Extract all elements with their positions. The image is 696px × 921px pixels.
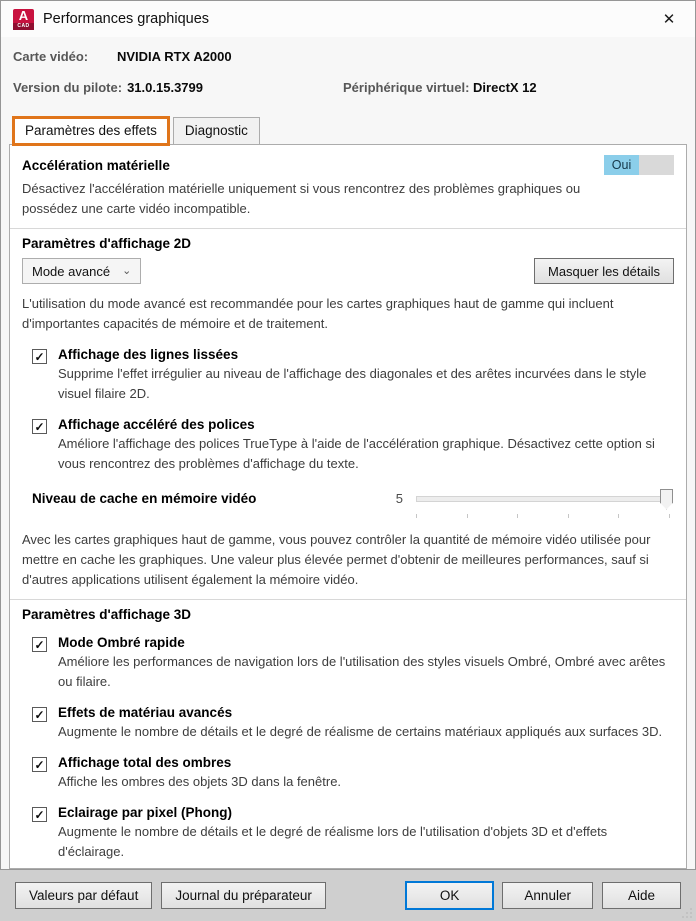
option-description: Améliore l'affichage des polices TrueType à l'aide de l'accélération graphique. Désactivez cette option si vous rencontrez des problèmes d'affichage du texte.	[58, 436, 655, 471]
checkbox[interactable]: ✓	[32, 419, 47, 434]
chevron-down-icon: ⌄	[122, 264, 132, 277]
option-description: Augmente le nombre de détails et le degré de réalisme de certains matériaux appliqués aux surfaces 3D.	[58, 724, 663, 739]
option-label: Mode Ombré rapide	[58, 635, 185, 650]
hide-details-button[interactable]: Masquer les détails	[534, 258, 674, 284]
defaults-button[interactable]: Valeurs par défaut	[15, 882, 152, 909]
title-bar	[1, 1, 695, 37]
driver-row	[13, 80, 683, 95]
mode-select[interactable]	[22, 258, 141, 284]
option-description: Augmente le nombre de détails et le degré de réalisme lors de l'utilisation d'objets 3D et d'effets d'éclairage.	[58, 824, 608, 859]
option-full-shadows	[32, 755, 674, 792]
cache-slider-label: Niveau de cache en mémoire vidéo	[32, 491, 257, 506]
cancel-button[interactable]: Annuler	[502, 882, 593, 909]
effects-settings-panel	[9, 144, 687, 869]
slider-ticks	[416, 514, 670, 518]
toggle-on-segment[interactable]: Oui	[604, 155, 639, 175]
display-2d-title: Paramètres d'affichage 2D	[22, 236, 192, 251]
driver-pair	[13, 80, 343, 95]
option-text	[58, 347, 674, 404]
tab-diagnostic[interactable]: Diagnostic	[173, 117, 260, 144]
resize-grip-icon[interactable]	[680, 906, 693, 919]
dialog-footer	[1, 869, 695, 921]
virtual-device-value: DirectX 12	[473, 80, 537, 95]
checkbox[interactable]: ✓	[32, 637, 47, 652]
tuner-log-button[interactable]: Journal du préparateur	[161, 882, 326, 909]
display-2d-description: L'utilisation du mode avancé est recommandée pour les cartes graphiques haut de gamme qui incluent d'importantes capacités de mémoire et de traitement.	[22, 296, 614, 331]
checkbox[interactable]: ✓	[32, 757, 47, 772]
option-text	[58, 755, 341, 792]
display-3d-title: Paramètres d'affichage 3D	[22, 607, 192, 622]
option-description: Améliore les performances de navigation lors de l'utilisation des styles visuels Ombré, Ombré avec arêtes ou filaire.	[58, 654, 666, 689]
toggle-off-segment[interactable]	[639, 155, 674, 175]
video-card-row	[13, 49, 683, 64]
cache-slider[interactable]	[416, 496, 670, 502]
hardware-acceleration-title: Accélération matérielle	[22, 157, 170, 173]
tab-effect-settings[interactable]: Paramètres des effets	[12, 116, 170, 146]
option-text	[58, 635, 674, 692]
virtual-device-label: Périphérique virtuel:	[343, 80, 470, 95]
video-card-label: Carte vidéo:	[13, 49, 89, 64]
option-per-pixel-lighting	[32, 805, 674, 862]
option-label: Effets de matériau avancés	[58, 705, 233, 720]
hardware-acceleration-row	[22, 155, 674, 175]
cache-slider-value: 5	[395, 491, 403, 506]
ok-button[interactable]: OK	[406, 882, 494, 909]
footer-right-buttons	[406, 882, 681, 909]
checkbox[interactable]: ✓	[32, 707, 47, 722]
option-label: Affichage des lignes lissées	[58, 347, 239, 362]
hardware-acceleration-description: Désactivez l'accélération matérielle uniquement si vous rencontrez des problèmes graphiques ou possédez une carte vidéo incompatible.	[22, 181, 581, 216]
slider-track[interactable]	[416, 496, 670, 502]
option-text	[58, 417, 674, 474]
option-description: Supprime l'effet irrégulier au niveau de l'affichage des diagonales et des arêtes incurvées dans le style visuel filaire 2D.	[58, 366, 647, 401]
option-label: Eclairage par pixel (Phong)	[58, 805, 233, 820]
autocad-icon-letter: A	[18, 7, 29, 23]
checkbox[interactable]: ✓	[32, 349, 47, 364]
checkbox[interactable]: ✓	[32, 807, 47, 822]
driver-version-value: 31.0.15.3799	[127, 80, 203, 95]
cache-slider-row	[32, 491, 674, 506]
option-label: Affichage total des ombres	[58, 755, 232, 770]
option-accelerated-fonts	[32, 417, 674, 474]
help-button[interactable]: Aide	[602, 882, 681, 909]
slider-thumb[interactable]	[660, 489, 673, 510]
tab-strip	[1, 113, 695, 144]
option-text	[58, 805, 674, 862]
option-label: Affichage accéléré des polices	[58, 417, 255, 432]
driver-version-label: Version du pilote:	[13, 80, 123, 95]
display-2d-controls	[22, 258, 674, 284]
cache-slider-description: Avec les cartes graphiques haut de gamme, vous pouvez contrôler la quantité de mémoire vidéo utilisée pour mettre en cache les graphiques. Une valeur plus élevée permet d'obtenir de meilleures performances, sauf si d'autres applications utilisent également la mémoire vidéo.	[22, 532, 651, 587]
autocad-app-icon	[13, 9, 34, 30]
section-divider	[10, 228, 686, 229]
gpu-info-header	[1, 37, 695, 113]
hardware-acceleration-toggle[interactable]	[604, 155, 674, 175]
video-card-value: NVIDIA RTX A2000	[117, 49, 232, 64]
option-text	[58, 705, 662, 742]
mode-select-value: Mode avancé	[32, 263, 111, 279]
option-smooth-lines	[32, 347, 674, 404]
autocad-icon-sub: CAD	[13, 23, 34, 30]
virtual-device-pair	[343, 80, 537, 95]
window-title: Performances graphiques	[43, 11, 210, 27]
option-advanced-materials	[32, 705, 674, 742]
option-fast-shaded-mode	[32, 635, 674, 692]
option-description: Affiche les ombres des objets 3D dans la fenêtre.	[58, 774, 342, 789]
section-divider	[10, 599, 686, 600]
close-icon[interactable]: ✕	[662, 11, 676, 28]
